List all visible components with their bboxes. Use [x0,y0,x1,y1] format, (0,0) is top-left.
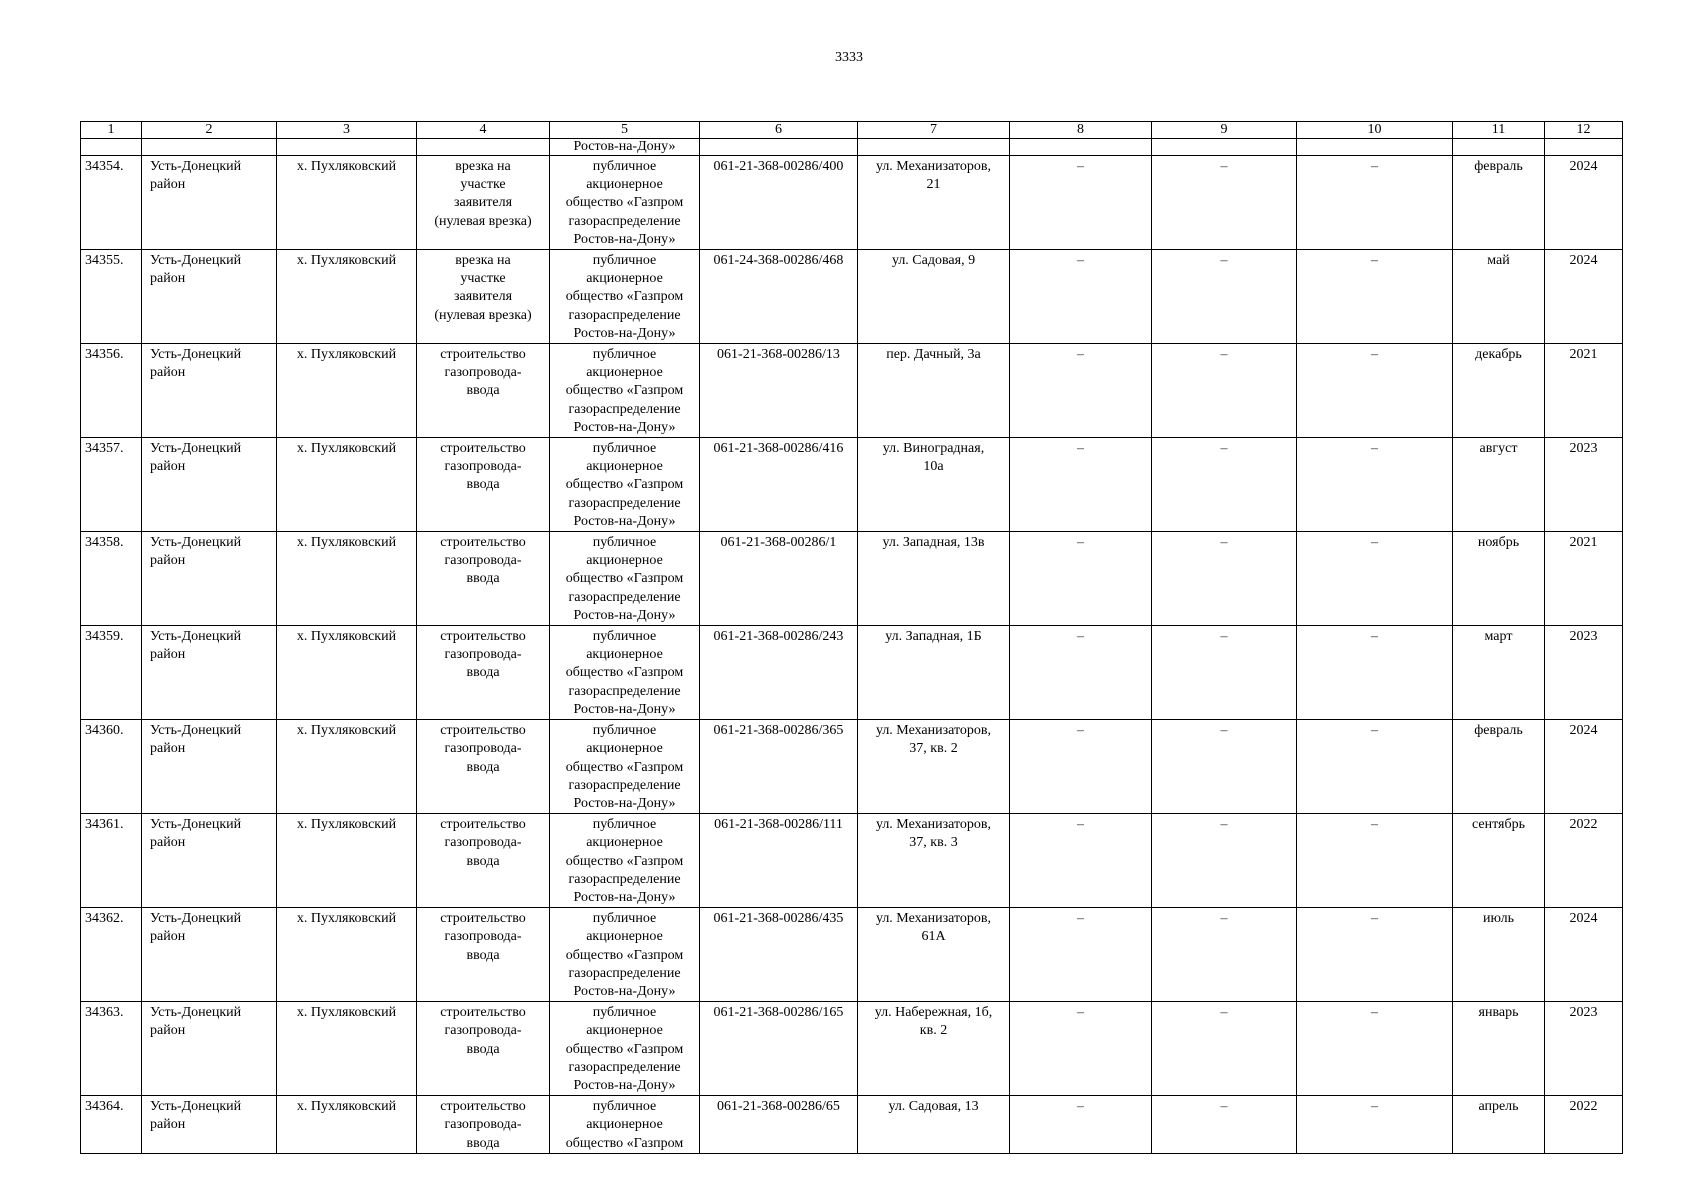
cell-line: строительство [440,723,526,739]
col10-cell: – [1297,532,1453,626]
cell-line: Ростов-на-Дону» [573,231,676,247]
month-cell: ноябрь [1453,532,1545,626]
cell-line: врезка на [455,253,511,269]
col9-cell: – [1152,626,1297,720]
organization-cell [550,814,700,908]
cell-line: строительство [440,1005,526,1021]
address-cell [858,438,1010,532]
cell-line: публичное [592,253,657,269]
cell-line: публичное [592,1005,657,1021]
cell-line: заявителя [453,289,513,305]
col10-cell: – [1297,720,1453,814]
cell-line: ул. Садовая, 13 [888,1099,979,1115]
organization-cell [550,1002,700,1096]
settlement-cell: х. Пухляковский [277,250,417,344]
cell-line: район [150,741,186,757]
code-cell: 061-21-368-00286/400 [700,156,858,250]
cell-line: ввода [466,571,500,587]
cell-line: газораспределение [568,1059,681,1075]
continuation-row [81,139,1623,156]
organization-cell [550,908,700,1002]
district-cell [142,344,277,438]
col10-cell: – [1297,438,1453,532]
district-cell [142,532,277,626]
col10-cell: – [1297,250,1453,344]
cell-line: Усть-Донецкий [150,1005,242,1021]
cell-line: строительство [440,911,526,927]
organization-cell [550,532,700,626]
table-row [81,908,1623,1002]
table-row [81,532,1623,626]
cell-line: Усть-Донецкий [150,1099,242,1115]
organization-cell [550,156,700,250]
cell-line: публичное [592,629,657,645]
cell-line: акционерное [586,459,663,475]
cell-line: общество «Газпром [565,1041,684,1057]
table-row [81,720,1623,814]
cell-line: газораспределение [568,683,681,699]
month-cell: сентябрь [1453,814,1545,908]
cell-line: газопровода- [444,741,522,757]
cell-line: общество «Газпром [565,947,684,963]
table-cell [1453,139,1545,156]
year-cell: 2024 [1545,156,1623,250]
col8-cell: – [1010,250,1152,344]
table-row [81,344,1623,438]
cell-line: газопровода- [444,1023,522,1039]
table-cell [1297,139,1453,156]
cell-line: газопровода- [444,647,522,663]
cell-line: заявителя [453,195,513,211]
cell-line: общество «Газпром [565,759,684,775]
settlement-cell: х. Пухляковский [277,532,417,626]
address-cell [858,1002,1010,1096]
district-cell [142,908,277,1002]
cell-line: Ростов-на-Дону» [573,983,676,999]
cell-line: ул. Механизаторов, [875,159,992,174]
col9-cell: – [1152,1002,1297,1096]
cell-line: ввода [466,1041,500,1057]
column-header: 7 [858,122,1010,139]
cell-line: район [150,1117,186,1133]
settlement-cell: х. Пухляковский [277,626,417,720]
col8-cell: – [1010,720,1152,814]
cell-line: строительство [440,629,526,645]
cell-line: акционерное [586,647,663,663]
row-number-cell: 34361. [81,814,142,908]
work-type-cell [417,1002,550,1096]
cell-line: ул. Западная, 13в [882,535,985,551]
row-number-cell: 34359. [81,626,142,720]
address-cell [858,250,1010,344]
cell-line: акционерное [586,835,663,851]
row-number-cell: 34356. [81,344,142,438]
cell-line: ул. Механизаторов, [875,817,992,833]
cell-line: газораспределение [568,495,681,511]
column-header: 5 [550,122,700,139]
code-cell: 061-21-368-00286/111 [700,814,858,908]
settlement-cell: х. Пухляковский [277,720,417,814]
work-type-cell [417,156,550,250]
code-cell: 061-21-368-00286/416 [700,438,858,532]
cell-line: акционерное [586,365,663,381]
cell-line: ввода [466,1135,500,1151]
cell-line: публичное [592,723,657,739]
year-cell: 2024 [1545,720,1623,814]
cell-line: Ростов-на-Дону» [573,325,676,341]
month-cell: февраль [1453,156,1545,250]
col8-cell: – [1010,1002,1152,1096]
cell-line: ул. Набережная, 1б, [874,1005,993,1021]
table-cell [1152,139,1297,156]
year-cell: 2023 [1545,626,1623,720]
row-number-cell: 34358. [81,532,142,626]
cell-line: газопровода- [444,929,522,945]
cell-line: Ростов-на-Дону» [573,889,676,905]
code-cell: 061-21-368-00286/435 [700,908,858,1002]
cell-line: Ростов-на-Дону» [573,513,676,529]
cell-line: публичное [592,911,657,927]
settlement-cell: х. Пухляковский [277,1096,417,1154]
settlement-cell: х. Пухляковский [277,344,417,438]
work-type-cell [417,814,550,908]
month-cell: январь [1453,1002,1545,1096]
cell-line: ввода [466,759,500,775]
col9-cell: – [1152,438,1297,532]
table-cell [142,139,277,156]
code-cell: 061-21-368-00286/243 [700,626,858,720]
cell-line: Усть-Донецкий [150,911,242,927]
row-number-cell: 34364. [81,1096,142,1154]
cell-line: акционерное [586,1117,663,1133]
cell-line: Усть-Донецкий [150,253,242,269]
cell-line: Усть-Донецкий [150,347,242,363]
cell-line: строительство [440,347,526,363]
column-header: 8 [1010,122,1152,139]
table-cell [417,139,550,156]
org-cell: Ростов-на-Дону» [550,139,700,156]
address-cell [858,720,1010,814]
col10-cell: – [1297,814,1453,908]
address-cell [858,156,1010,250]
year-cell: 2023 [1545,438,1623,532]
cell-line: Ростов-на-Дону» [573,795,676,811]
col8-cell: – [1010,344,1152,438]
cell-line: газораспределение [568,777,681,793]
column-header: 9 [1152,122,1297,139]
cell-line: общество «Газпром [565,477,684,493]
cell-line: Ростов-на-Дону» [573,607,676,623]
cell-line: ул. Механизаторов, [875,723,992,739]
cell-line: ул. Виноградная, [882,441,985,457]
cell-line: Усть-Донецкий [150,629,242,645]
cell-line: ул. Механизаторов, [875,911,992,927]
column-header: 2 [142,122,277,139]
cell-line: 61А [921,929,946,945]
organization-cell [550,1096,700,1154]
cell-line: ввода [466,947,500,963]
settlement-cell: х. Пухляковский [277,1002,417,1096]
district-cell [142,1096,277,1154]
code-cell: 061-21-368-00286/65 [700,1096,858,1154]
cell-line: район [150,177,186,193]
cell-line: Усть-Донецкий [150,817,242,833]
code-cell: 061-21-368-00286/165 [700,1002,858,1096]
table-cell [81,139,142,156]
cell-line: (нулевая врезка) [434,307,532,323]
cell-line: Усть-Донецкий [150,535,242,551]
cell-line: район [150,271,186,287]
column-number-row [81,122,1623,139]
cell-line: район [150,647,186,663]
cell-line: газораспределение [568,965,681,981]
cell-line: Усть-Донецкий [150,441,242,457]
table-row [81,438,1623,532]
col10-cell: – [1297,156,1453,250]
cell-line: публичное [592,1099,657,1115]
cell-line: район [150,459,186,475]
cell-line: Ростов-на-Дону» [573,419,676,435]
work-type-cell [417,344,550,438]
district-cell [142,1002,277,1096]
month-cell: апрель [1453,1096,1545,1154]
cell-line: ввода [466,853,500,869]
row-number-cell: 34363. [81,1002,142,1096]
cell-line: 10а [923,459,944,475]
code-cell: 061-21-368-00286/13 [700,344,858,438]
cell-line: участке [460,177,506,193]
cell-line: строительство [440,441,526,457]
cell-line: участке [460,271,506,287]
district-cell [142,438,277,532]
cell-line: акционерное [586,741,663,757]
col8-cell: – [1010,908,1152,1002]
cell-line: газопровода- [444,553,522,569]
settlement-cell: х. Пухляковский [277,908,417,1002]
col8-cell: – [1010,1096,1152,1154]
table-cell [277,139,417,156]
work-type-cell [417,626,550,720]
cell-line: общество «Газпром [565,665,684,681]
cell-line: газораспределение [568,307,681,323]
settlement-cell: х. Пухляковский [277,156,417,250]
table-row [81,814,1623,908]
cell-line: газораспределение [568,401,681,417]
cell-line: строительство [440,1099,526,1115]
work-type-cell [417,720,550,814]
cell-line: район [150,929,186,945]
address-cell [858,532,1010,626]
cell-line: врезка на [455,159,511,174]
column-header: 10 [1297,122,1453,139]
row-number-cell: 34354. [81,156,142,250]
page-number: 3333 [835,50,863,65]
address-cell [858,626,1010,720]
organization-cell [550,438,700,532]
col9-cell: – [1152,1096,1297,1154]
cell-line: (нулевая врезка) [434,213,532,229]
col10-cell: – [1297,1096,1453,1154]
table-row [81,1002,1623,1096]
col8-cell: – [1010,532,1152,626]
column-header: 4 [417,122,550,139]
cell-line: район [150,553,186,569]
settlement-cell: х. Пухляковский [277,814,417,908]
work-type-cell [417,1096,550,1154]
registry-table [80,121,1623,1154]
cell-line: общество «Газпром [565,1135,684,1151]
code-cell: 061-21-368-00286/1 [700,532,858,626]
month-cell: декабрь [1453,344,1545,438]
column-header: 1 [81,122,142,139]
organization-cell [550,344,700,438]
cell-line: газораспределение [568,589,681,605]
cell-line: Ростов-на-Дону» [573,701,676,717]
row-number-cell: 34355. [81,250,142,344]
cell-line: кв. 2 [919,1023,948,1039]
cell-line: акционерное [586,271,663,287]
cell-line: акционерное [586,1023,663,1039]
cell-line: общество «Газпром [565,289,684,305]
district-cell [142,626,277,720]
cell-line: публичное [592,159,657,174]
col9-cell: – [1152,250,1297,344]
cell-line: общество «Газпром [565,571,684,587]
work-type-cell [417,438,550,532]
cell-line: ул. Садовая, 9 [891,253,976,269]
col8-cell: – [1010,626,1152,720]
col9-cell: – [1152,720,1297,814]
col10-cell: – [1297,908,1453,1002]
district-cell [142,250,277,344]
year-cell: 2024 [1545,908,1623,1002]
table-cell [858,139,1010,156]
col8-cell: – [1010,814,1152,908]
table-row [81,250,1623,344]
organization-cell [550,626,700,720]
address-cell [858,814,1010,908]
district-cell [142,156,277,250]
table-cell [1010,139,1152,156]
cell-line: общество «Газпром [565,383,684,399]
cell-line: район [150,365,186,381]
cell-line: Усть-Донецкий [150,159,242,174]
table-cell [700,139,858,156]
cell-line: ввода [466,477,500,493]
cell-line: 37, кв. 3 [909,835,958,851]
cell-line: акционерное [586,929,663,945]
cell-line: строительство [440,535,526,551]
address-cell [858,1096,1010,1154]
year-cell: 2023 [1545,1002,1623,1096]
column-header: 11 [1453,122,1545,139]
year-cell: 2021 [1545,532,1623,626]
month-cell: май [1453,250,1545,344]
row-number-cell: 34360. [81,720,142,814]
cell-line: публичное [592,347,657,363]
cell-line: газораспределение [568,213,681,229]
address-cell [858,344,1010,438]
month-cell: август [1453,438,1545,532]
column-header: 3 [277,122,417,139]
cell-line: район [150,1023,186,1039]
cell-line: Ростов-на-Дону» [573,1077,676,1093]
cell-line: 21 [926,177,941,193]
column-header: 12 [1545,122,1623,139]
col10-cell: – [1297,1002,1453,1096]
cell-line: акционерное [586,553,663,569]
organization-cell [550,250,700,344]
work-type-cell [417,908,550,1002]
cell-line: общество «Газпром [565,853,684,869]
row-number-cell: 34357. [81,438,142,532]
col8-cell: – [1010,438,1152,532]
year-cell: 2022 [1545,1096,1623,1154]
year-cell: 2024 [1545,250,1623,344]
table-row [81,626,1623,720]
cell-line: газопровода- [444,459,522,475]
cell-line: публичное [592,535,657,551]
col9-cell: – [1152,908,1297,1002]
work-type-cell [417,532,550,626]
cell-line: Усть-Донецкий [150,723,242,739]
table-cell [1545,139,1623,156]
col9-cell: – [1152,814,1297,908]
month-cell: март [1453,626,1545,720]
month-cell: февраль [1453,720,1545,814]
cell-line: строительство [440,817,526,833]
district-cell [142,720,277,814]
column-header: 6 [700,122,858,139]
district-cell [142,814,277,908]
cell-line: ввода [466,665,500,681]
cell-line: газораспределение [568,871,681,887]
cell-line: газопровода- [444,835,522,851]
cell-line: ул. Западная, 1Б [885,629,982,645]
col10-cell: – [1297,626,1453,720]
code-cell: 061-24-368-00286/468 [700,250,858,344]
col8-cell: – [1010,156,1152,250]
cell-line: общество «Газпром [565,195,684,211]
month-cell: июль [1453,908,1545,1002]
organization-cell [550,720,700,814]
cell-line: акционерное [586,177,663,193]
cell-line: ввода [466,383,500,399]
col9-cell: – [1152,344,1297,438]
table-row [81,1096,1623,1154]
table-row [81,156,1623,250]
code-cell: 061-21-368-00286/365 [700,720,858,814]
settlement-cell: х. Пухляковский [277,438,417,532]
address-cell [858,908,1010,1002]
row-number-cell: 34362. [81,908,142,1002]
col10-cell: – [1297,344,1453,438]
year-cell: 2021 [1545,344,1623,438]
cell-line: район [150,835,186,851]
col9-cell: – [1152,532,1297,626]
cell-line: пер. Дачный, 3а [886,347,981,363]
work-type-cell [417,250,550,344]
col9-cell: – [1152,156,1297,250]
cell-line: 37, кв. 2 [909,741,958,757]
cell-line: публичное [592,817,657,833]
year-cell: 2022 [1545,814,1623,908]
cell-line: публичное [592,441,657,457]
cell-line: газопровода- [444,1117,522,1133]
cell-line: газопровода- [444,365,522,381]
